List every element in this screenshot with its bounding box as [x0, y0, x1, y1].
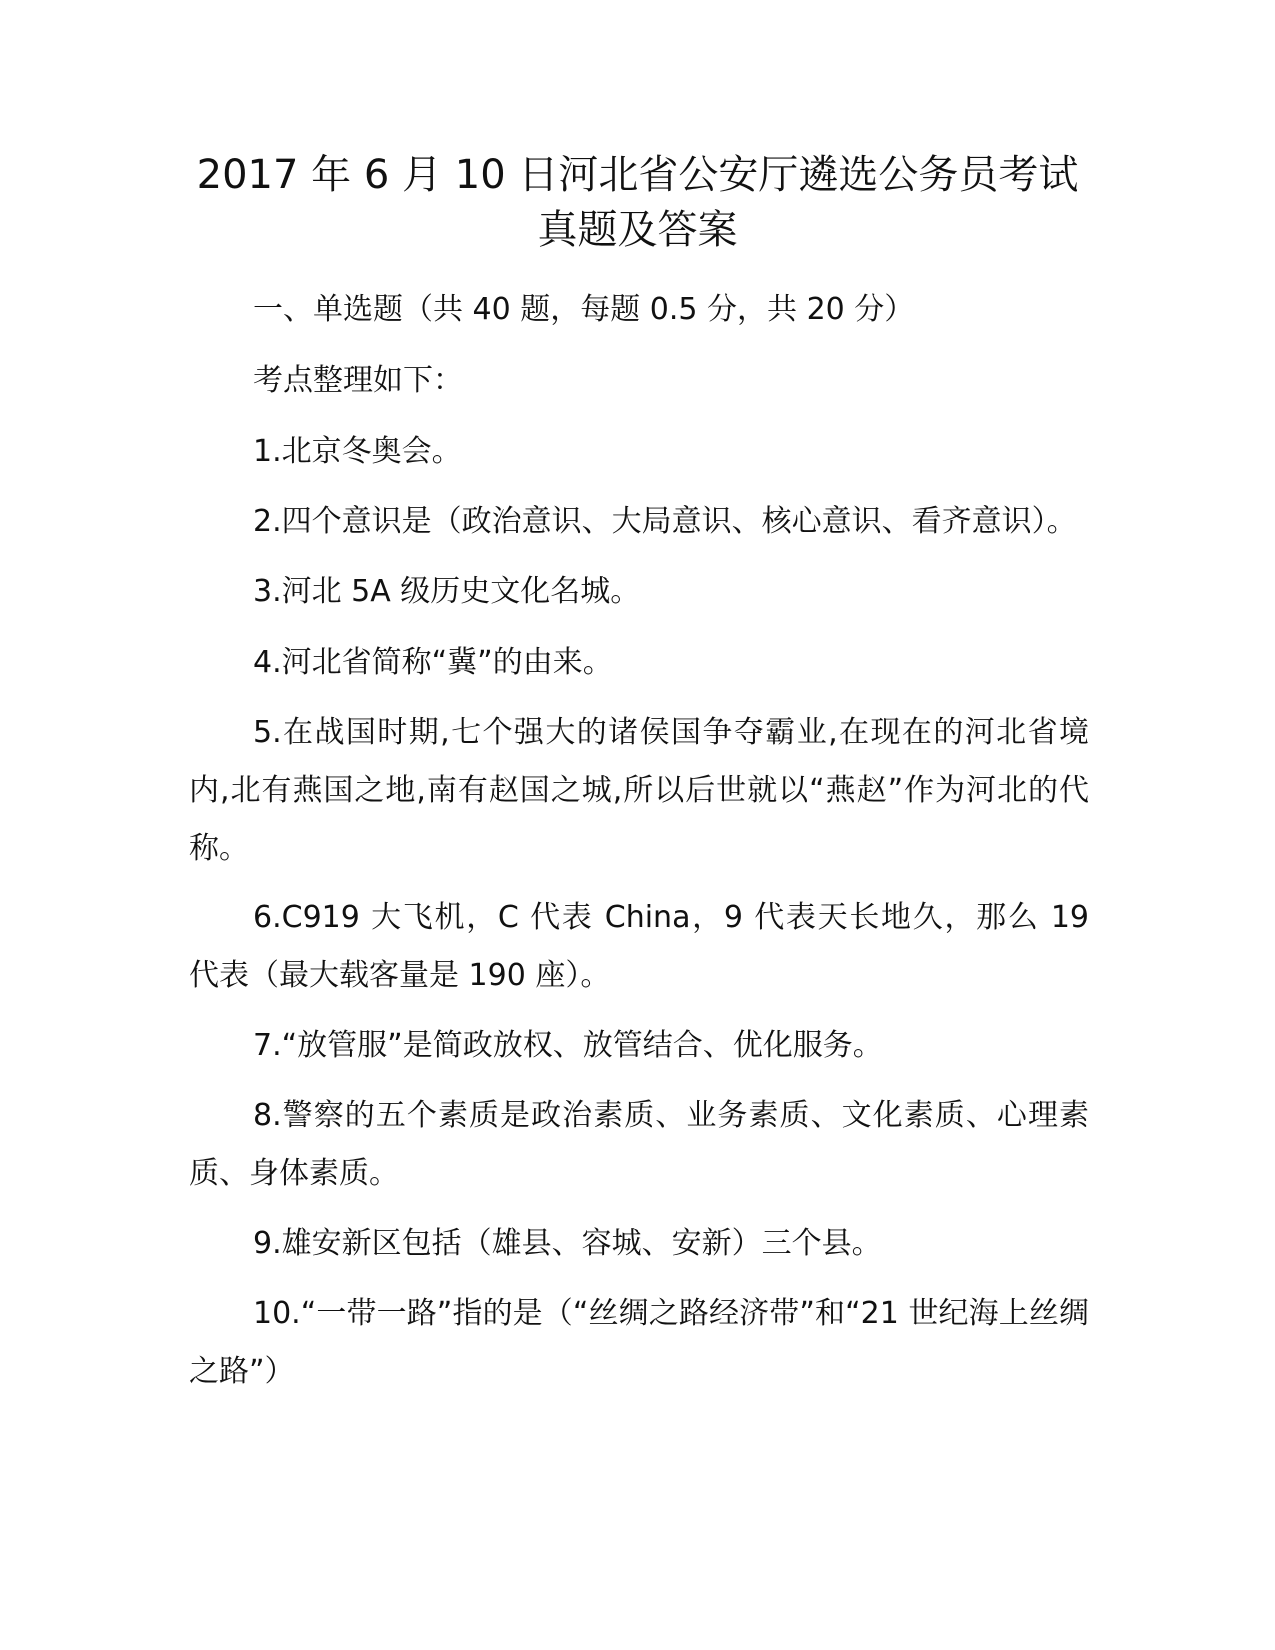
intro-line: 考点整理如下：	[253, 363, 463, 398]
list-item: 9.雄安新区包括（雄县、容城、安新）三个县。	[253, 1226, 882, 1261]
list-item: 6.C919 大飞机，C 代表 China，9 代表天长地久，那么 19 代表（最大载客量是 190 座）。	[189, 900, 1089, 993]
title-line-1: 2017 年 6 月 10 日河北省公安厅遴选公务员考试	[196, 152, 1079, 198]
title-line-2: 真题及答案	[537, 207, 738, 253]
list-item: 1.北京冬奥会。	[253, 434, 462, 469]
list-item: 2.四个意识是（政治意识、大局意识、核心意识、看齐意识）。	[253, 504, 1077, 539]
list-item: 8.警察的五个素质是政治素质、业务素质、文化素质、心理素质、身体素质。	[189, 1098, 1089, 1191]
list-item: 5.在战国时期,七个强大的诸侯国争夺霸业,在现在的河北省境内,北有燕国之地,南有赵国之城,所以后世就以“燕赵”作为河北的代称。	[189, 715, 1089, 866]
document-body	[189, 280, 1089, 1412]
list-item: 7.“放管服”是简政放权、放管结合、优化服务。	[253, 1028, 883, 1063]
list-item: 10.“一带一路”指的是（“丝绸之路经济带”和“21 世纪海上丝绸之路”）	[189, 1296, 1089, 1389]
list-item: 3.河北 5A 级历史文化名城。	[253, 574, 641, 609]
section-heading: 一、单选题（共 40 题，每题 0.5 分，共 20 分）	[253, 292, 915, 327]
document-title	[150, 148, 1125, 258]
list-item: 4.河北省简称“冀”的由来。	[253, 645, 613, 680]
